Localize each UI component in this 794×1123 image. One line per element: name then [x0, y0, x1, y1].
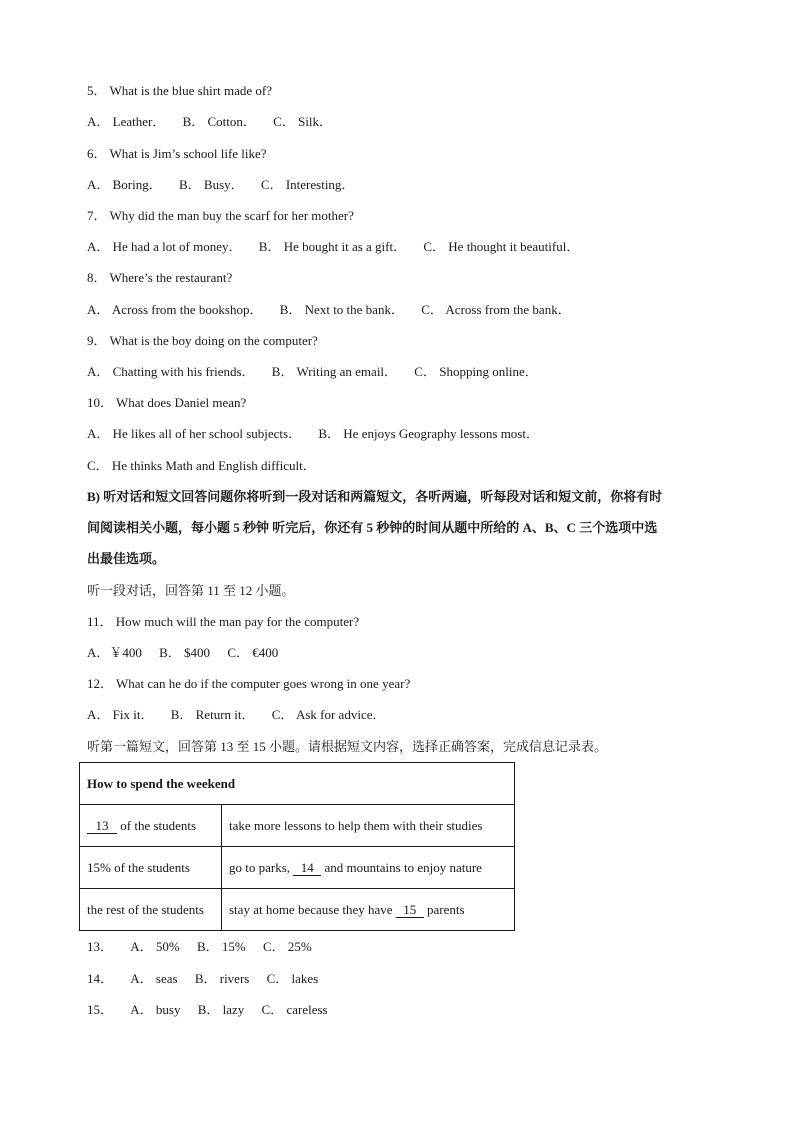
option-a[interactable]: A． busy — [130, 1002, 181, 1017]
question-12-options — [87, 706, 385, 724]
question-number: 15． — [87, 1002, 114, 1017]
question-8: 8． Where’s the restaurant? — [87, 270, 233, 285]
section-b-instruction-line-3: 出最佳选项。 — [87, 551, 166, 566]
question-7: 7． Why did the man buy the scarf for her mother? — [87, 208, 354, 223]
table-row — [80, 805, 515, 847]
option-c[interactable]: C． Shopping online． — [414, 364, 538, 379]
option-a[interactable]: A． He likes all of her school subjects． — [87, 426, 302, 441]
option-a[interactable]: A． Leather． — [87, 114, 166, 129]
question-6-options — [87, 176, 354, 194]
section-b-instruction-line-1: B) 听对话和短文回答问题你将听到一段对话和两篇短文，各听两遍，听每段对话和短文前，你将有时 — [87, 489, 663, 504]
option-a[interactable]: A． 50% — [130, 939, 180, 954]
question-10-options — [87, 425, 539, 443]
option-b[interactable]: B． He enjoys Geography lessons most． — [318, 426, 539, 441]
table-row — [80, 763, 515, 805]
table-cell: 13 of the students — [80, 805, 222, 847]
question-9-options — [87, 363, 538, 381]
weekend-info-table — [79, 762, 515, 931]
option-c[interactable]: C． Interesting． — [260, 177, 355, 192]
option-a[interactable]: A． Fix it． — [87, 707, 154, 722]
table-row — [80, 847, 515, 889]
table-title: How to spend the weekend — [80, 763, 515, 805]
question-12: 12． What can he do if the computer goes wrong in one year? — [87, 676, 411, 691]
table-cell: 15% of the students — [80, 847, 222, 889]
question-11: 11． How much will the man pay for the computer? — [87, 614, 360, 629]
question-11-options — [87, 644, 278, 662]
blank-14[interactable]: 14 — [293, 861, 321, 876]
option-c[interactable]: C． Silk． — [273, 114, 333, 129]
question-5-options — [87, 113, 332, 131]
option-b[interactable]: B． Return it． — [170, 707, 255, 722]
blank-15[interactable]: 15 — [396, 903, 424, 918]
question-6: 6． What is Jim’s school life like? — [87, 146, 267, 161]
table-cell: take more lessons to help them with their studies — [222, 805, 515, 847]
option-b[interactable]: B． Writing an email． — [271, 364, 398, 379]
question-8-options — [87, 301, 571, 319]
option-b[interactable]: B． 15% — [196, 939, 246, 954]
option-c[interactable]: C． Across from the bank． — [421, 302, 571, 317]
passage-intro: 听第一篇短文，回答第 13 至 15 小题。请根据短文内容，选择正确答案，完成信息记录表。 — [87, 739, 608, 754]
question-10-option-c[interactable]: C． He thinks Math and English difficult． — [87, 458, 316, 473]
option-c[interactable]: C． €400 — [227, 645, 279, 660]
option-a[interactable]: A．￥400 — [87, 645, 142, 660]
option-b[interactable]: B． Busy． — [179, 177, 244, 192]
question-number: 14． — [87, 971, 114, 986]
blank-13[interactable]: 13 — [87, 819, 117, 834]
option-b[interactable]: B． He bought it as a gift． — [258, 239, 407, 254]
option-b[interactable]: B． Next to the bank． — [279, 302, 404, 317]
option-b[interactable]: B． lazy — [197, 1002, 245, 1017]
dialogue-intro: 听一段对话，回答第 11 至 12 小题。 — [87, 583, 295, 598]
question-number: 13． — [87, 939, 114, 954]
option-c[interactable]: C． lakes — [266, 971, 319, 986]
question-5: 5． What is the blue shirt made of? — [87, 83, 272, 98]
option-c[interactable]: C． He thought it beautiful． — [423, 239, 580, 254]
option-a[interactable]: A． seas — [130, 971, 178, 986]
option-b[interactable]: B． $400 — [159, 645, 211, 660]
question-10: 10． What does Daniel mean? — [87, 395, 247, 410]
option-a[interactable]: A． He had a lot of money． — [87, 239, 242, 254]
section-b-instruction-line-2: 间阅读相关小题，每小题 5 秒钟 听完后，你还有 5 秒钟的时间从题中所给的 A、B、C 三个选项中选 — [87, 520, 658, 535]
table-cell: go to parks, 14 and mountains to enjoy nature — [222, 847, 515, 889]
option-a[interactable]: A． Boring． — [87, 177, 162, 192]
option-a[interactable]: A． Across from the bookshop． — [87, 302, 263, 317]
question-15-options — [87, 1001, 328, 1019]
question-9: 9． What is the boy doing on the computer? — [87, 333, 318, 348]
option-c[interactable]: C． 25% — [263, 939, 312, 954]
table-row — [80, 889, 515, 931]
option-b[interactable]: B． rivers — [194, 971, 250, 986]
question-7-options — [87, 238, 579, 256]
table-cell: stay at home because they have 15 parents — [222, 889, 515, 931]
option-a[interactable]: A． Chatting with his friends． — [87, 364, 255, 379]
question-14-options — [87, 970, 318, 988]
option-c[interactable]: C． careless — [261, 1002, 328, 1017]
table-cell: the rest of the students — [80, 889, 222, 931]
option-c[interactable]: C． Ask for advice． — [271, 707, 386, 722]
question-13-options — [87, 938, 312, 956]
option-b[interactable]: B． Cotton． — [182, 114, 256, 129]
